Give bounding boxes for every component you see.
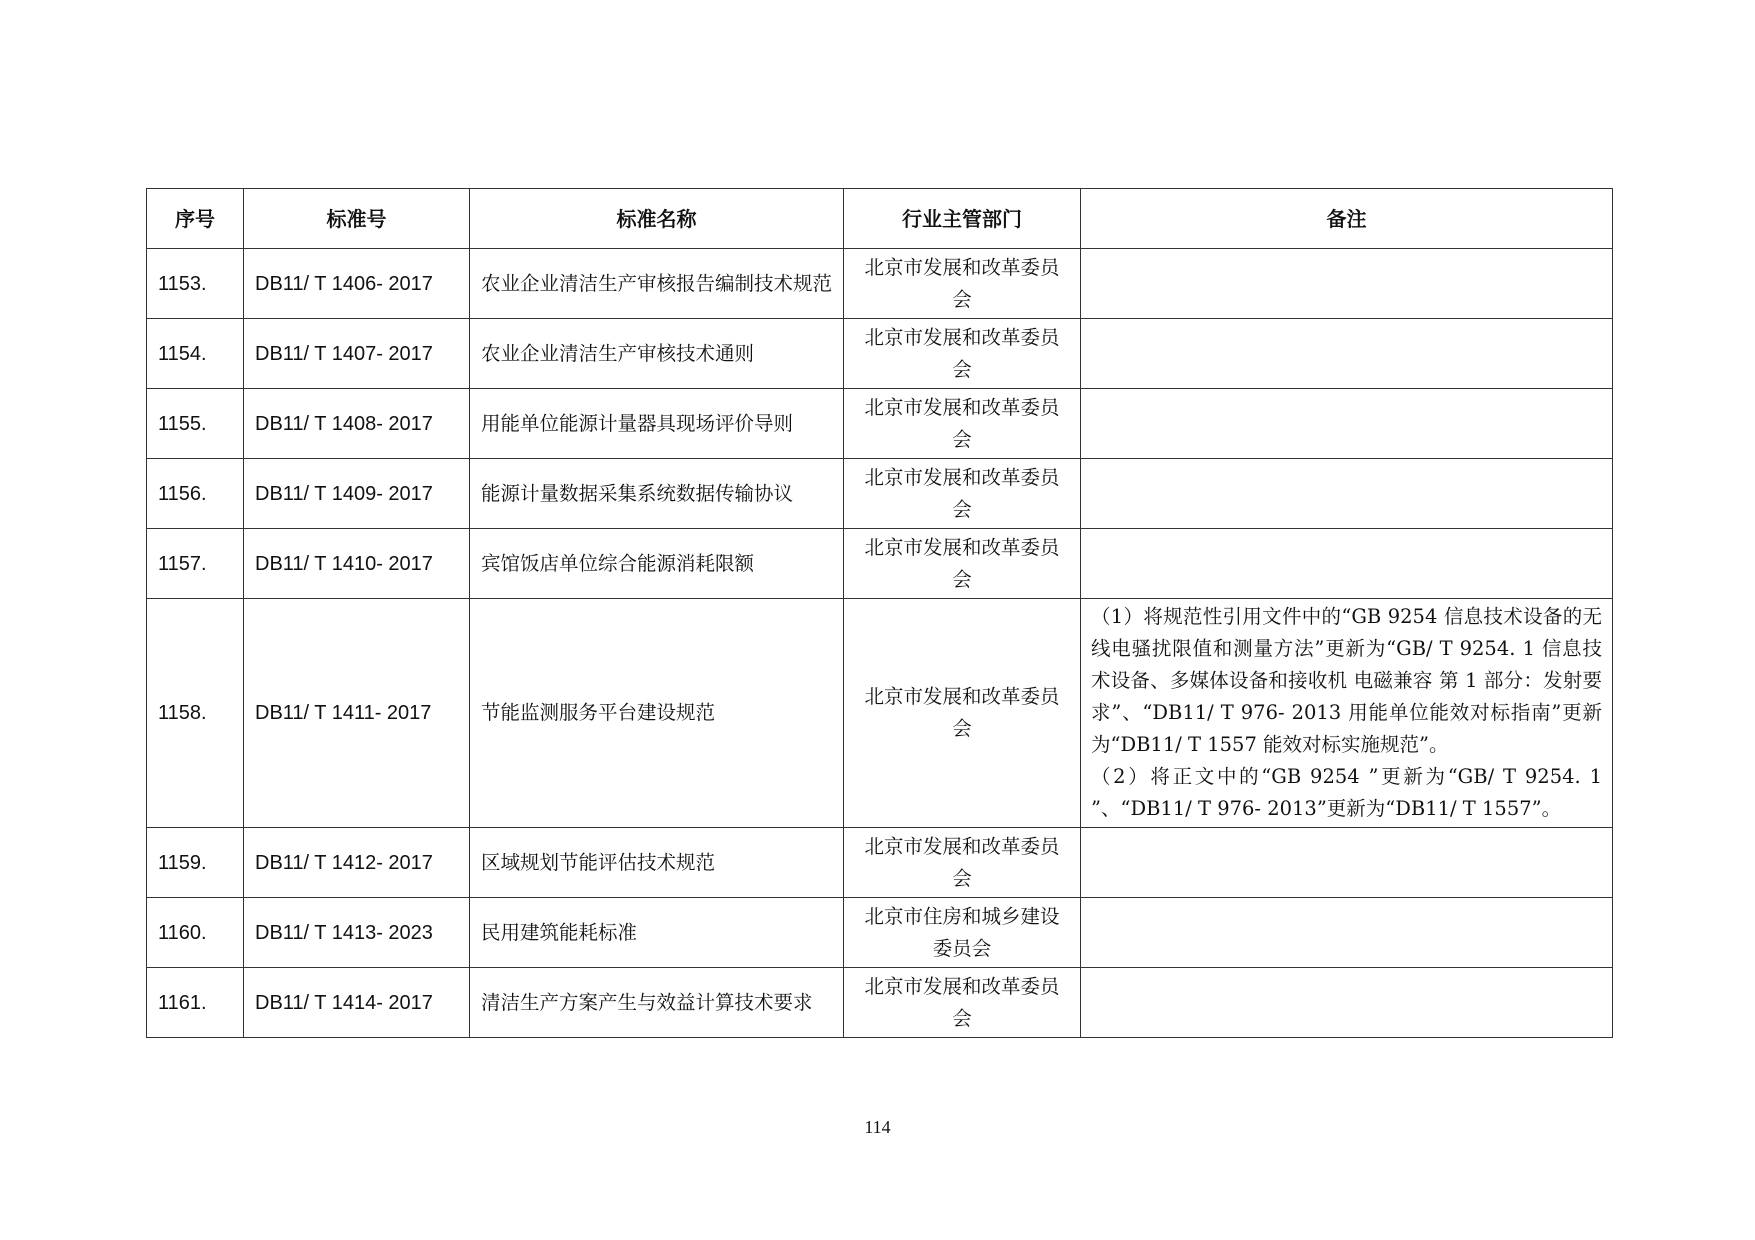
table-row	[147, 898, 1613, 968]
cell-remarks	[1081, 529, 1613, 599]
cell-standard-code: DB11/ T 1413- 2023	[244, 898, 470, 968]
cell-serial: 1161.	[147, 968, 244, 1038]
cell-serial: 1153.	[147, 249, 244, 319]
standards-table	[146, 188, 1613, 1038]
cell-standard-code: DB11/ T 1406- 2017	[244, 249, 470, 319]
table-row	[147, 459, 1613, 529]
cell-department: 北京市发展和改革委员会	[844, 599, 1081, 828]
table-row	[147, 319, 1613, 389]
cell-serial: 1157.	[147, 529, 244, 599]
table-row	[147, 599, 1613, 828]
cell-standard-name: 用能单位能源计量器具现场评价导则	[470, 389, 844, 459]
cell-serial: 1155.	[147, 389, 244, 459]
cell-standard-code: DB11/ T 1411- 2017	[244, 599, 470, 828]
header-standard-name: 标准名称	[470, 189, 844, 249]
cell-standard-code: DB11/ T 1409- 2017	[244, 459, 470, 529]
cell-serial: 1158.	[147, 599, 244, 828]
table-row	[147, 828, 1613, 898]
cell-standard-code: DB11/ T 1407- 2017	[244, 319, 470, 389]
cell-standard-name: 清洁生产方案产生与效益计算技术要求	[470, 968, 844, 1038]
cell-remarks	[1081, 459, 1613, 529]
cell-standard-name: 能源计量数据采集系统数据传输协议	[470, 459, 844, 529]
cell-serial: 1154.	[147, 319, 244, 389]
header-serial: 序号	[147, 189, 244, 249]
cell-remarks	[1081, 968, 1613, 1038]
cell-department: 北京市发展和改革委员会	[844, 319, 1081, 389]
cell-department: 北京市住房和城乡建设委员会	[844, 898, 1081, 968]
table-row	[147, 389, 1613, 459]
cell-standard-code: DB11/ T 1408- 2017	[244, 389, 470, 459]
cell-department: 北京市发展和改革委员会	[844, 389, 1081, 459]
header-department: 行业主管部门	[844, 189, 1081, 249]
cell-remarks: （1）将规范性引用文件中的“GB 9254 信息技术设备的无线电骚扰限值和测量方法”更新为“GB/ T 9254. 1 信息技术设备、多媒体设备和接收机 电磁兼容 第 1 部分：发射要求”、“DB11/ T 976- 2013 用能单位能效对标指南”更新为“DB11/ T 1557 能效对标实施规范”。 （2）将正文中的“GB 9254 ”更新为“GB/ T 9254. 1 ”、“DB11/ T 976- 2013”更新为“DB11/ T 1557”。	[1081, 599, 1613, 828]
cell-remarks	[1081, 249, 1613, 319]
cell-standard-name: 区域规划节能评估技术规范	[470, 828, 844, 898]
header-standard-code: 标准号	[244, 189, 470, 249]
cell-standard-name: 民用建筑能耗标准	[470, 898, 844, 968]
table-row	[147, 529, 1613, 599]
table-header-row	[147, 189, 1613, 249]
cell-remarks	[1081, 319, 1613, 389]
table-row	[147, 968, 1613, 1038]
cell-serial: 1160.	[147, 898, 244, 968]
cell-department: 北京市发展和改革委员会	[844, 828, 1081, 898]
cell-standard-code: DB11/ T 1410- 2017	[244, 529, 470, 599]
cell-standard-name: 农业企业清洁生产审核报告编制技术规范	[470, 249, 844, 319]
cell-standard-name: 农业企业清洁生产审核技术通则	[470, 319, 844, 389]
cell-standard-name: 节能监测服务平台建设规范	[470, 599, 844, 828]
table-row	[147, 249, 1613, 319]
cell-department: 北京市发展和改革委员会	[844, 459, 1081, 529]
cell-department: 北京市发展和改革委员会	[844, 249, 1081, 319]
cell-department: 北京市发展和改革委员会	[844, 968, 1081, 1038]
cell-serial: 1159.	[147, 828, 244, 898]
cell-standard-name: 宾馆饭店单位综合能源消耗限额	[470, 529, 844, 599]
cell-standard-code: DB11/ T 1412- 2017	[244, 828, 470, 898]
page-number: 114	[864, 1117, 891, 1137]
cell-department: 北京市发展和改革委员会	[844, 529, 1081, 599]
cell-remarks	[1081, 898, 1613, 968]
cell-remarks	[1081, 828, 1613, 898]
cell-serial: 1156.	[147, 459, 244, 529]
cell-remarks	[1081, 389, 1613, 459]
header-remarks: 备注	[1081, 189, 1613, 249]
cell-standard-code: DB11/ T 1414- 2017	[244, 968, 470, 1038]
